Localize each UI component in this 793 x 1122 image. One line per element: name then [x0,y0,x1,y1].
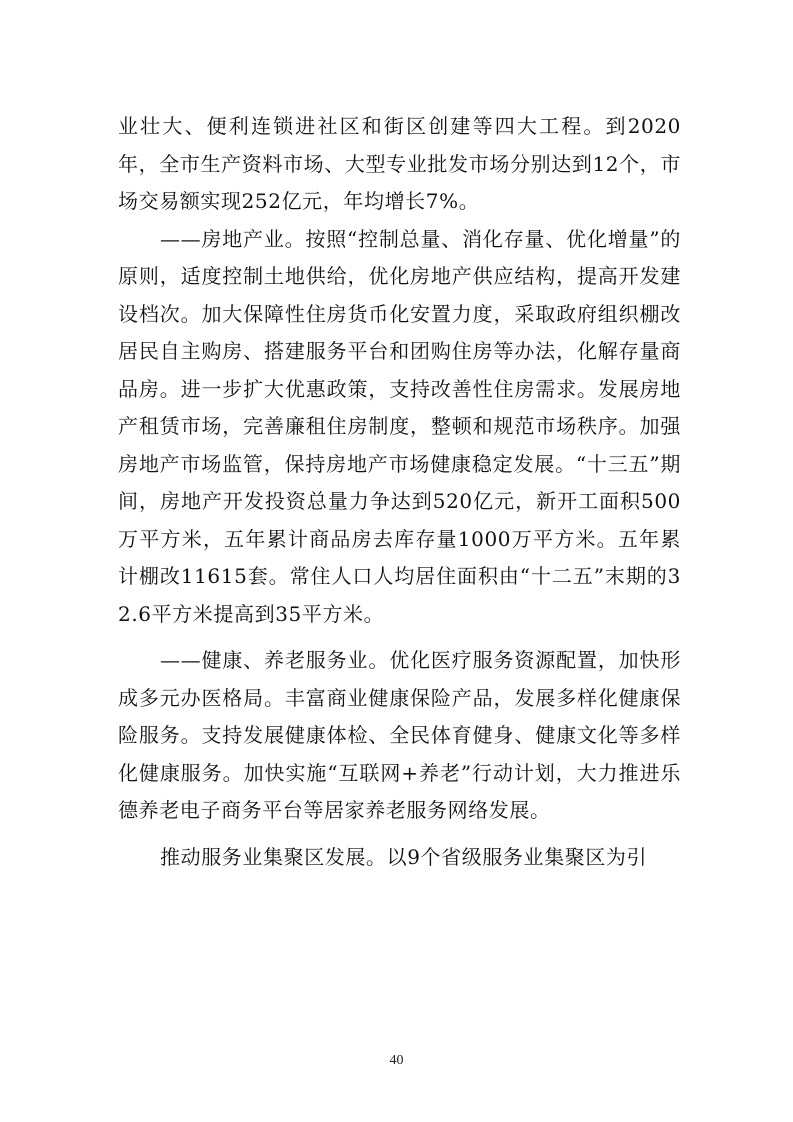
paragraph-market-continuation: 业壮大、便利连锁进社区和街区创建等四大工程。到2020年，全市生产资料市场、大型专业批发市场分别达到12个，市场交易额实现252亿元，年均增长7%。 [118,114,681,213]
paragraph-health-elderly-care: ——健康、养老服务业。优化医疗服务资源配置，加快形成多元办医格局。丰富商业健康保险产品，发展多样化健康保险服务。支持发展健康体检、全民体育健身、健康文化等多样化健康服务。加快实施“互联网+养老”行动计划，大力推进乐德养老电子商务平台等居家养老服务网络发展。 [118,648,681,822]
page-number: 40 [389,1053,404,1068]
paragraph-real-estate: ——房地产业。按照“控制总量、消化存量、优化增量”的原则，适度控制土地供给，优化房地产供应结构，提高开发建设档次。加大保障性住房货币化安置力度，采取政府组织棚改居民自主购房、搭建服务平台和团购住房等办法，化解存量商品房。进一步扩大优惠政策，支持改善性住房需求。发展房地产租赁市场，完善廉租住房制度，整顿和规范市场秩序。加强房地产市场监管，保持房地产市场健康稳定发展。“十三五”期间，房地产开发投资总量力争达到520亿元，新开工面积500万平方米，五年累计商品房去库存量1000万平方米。五年累计棚改11615套。常住人口人均居住面积由“十二五”末期的32.6平方米提高到35平方米。 [118,226,681,626]
body-text [118,108,681,876]
paragraph-service-clusters: 推动服务业集聚区发展。以9个省级服务业集聚区为引 [160,844,648,869]
